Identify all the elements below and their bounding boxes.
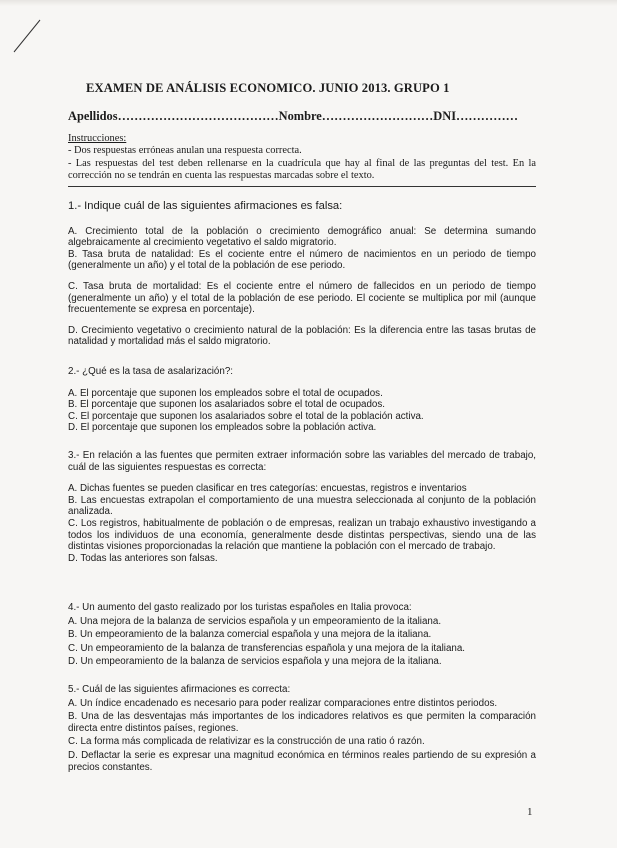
answer-option-c: C. Un empeoramiento de la balanza de transferencias española y una mejora de la italiana.	[68, 642, 466, 654]
student-fields-line: Apellidos…………………………………Nombre………………………DNI……………	[68, 109, 518, 123]
exam-sheet	[68, 0, 536, 848]
question-text: 5.- Cuál de las siguientes afirmaciones es correcta:	[68, 684, 291, 695]
answer-option-b: B. Tasa bruta de natalidad: Es el cociente entre el número de nacimientos en un periodo de tiempo (generalmente un año) y el total de la población de ese periodo.	[68, 248, 536, 272]
question-text: 1.- Indique cuál de las siguientes afirmaciones es falsa:	[68, 200, 343, 212]
answer-option-d: D. Deflactar la serie es expresar una magnitud económica en términos reales partiendo de su expresión a precios constantes.	[68, 749, 536, 773]
question-4	[68, 602, 536, 668]
answer-option-d: D. El porcentaje que suponen los empleados sobre la población activa.	[68, 422, 377, 434]
exam-title: EXAMEN DE ANÁLISIS ECONOMICO. JUNIO 2013. GRUPO 1	[86, 81, 450, 95]
question-1	[68, 201, 536, 348]
answer-option-b: B. Una de las desventajas más importantes de los indicadores relativos es que permiten la comparación directa entre distintos países, regiones.	[68, 711, 536, 734]
pen-stroke-mark	[10, 16, 44, 56]
answer-option-d: D. Crecimiento vegetativo o crecimiento natural de la población: Es la diferencia entre las tasas brutas de natalidad y mortalidad más el saldo migratorio.	[68, 324, 536, 348]
question-5	[68, 684, 536, 773]
answer-option-b: B. Las encuestas extrapolan el comportamiento de una muestra seleccionada al conjunto de la población analizada.	[68, 494, 536, 518]
answer-option-b: B. Un empeoramiento de la balanza comercial española y una mejora de la italiana.	[68, 629, 432, 641]
answer-option-a: A. El porcentaje que suponen los empleados sobre el total de ocupados.	[68, 387, 383, 399]
answer-option-a: A. Crecimiento total de la población o crecimiento demográfico anual: Se determina sumando algebraicamente al crecimiento vegetativo el saldo migratorio.	[68, 225, 536, 249]
question-text: 2.- ¿Qué es la tasa de asalarización?:	[68, 366, 234, 377]
question-3	[68, 450, 536, 564]
answer-option-b: B. El porcentaje que suponen los asalariados sobre el total de ocupados.	[68, 399, 385, 411]
instructions-heading: Instrucciones:	[68, 133, 127, 144]
instruction-line: - Dos respuestas erróneas anulan una respuesta correcta.	[68, 145, 302, 157]
answer-option-d: D. Un empeoramiento de la balanza de servicios española y una mejora de la italiana.	[68, 656, 442, 668]
instructions-block	[68, 133, 536, 183]
answer-option-c: C. Tasa bruta de mortalidad: Es el cociente entre el número de fallecidos en un periodo de tiempo (generalmente un año) y el total de la población de ese periodo. El cociente se multiplica por mil (aunque frecuentemente se expresa en porcentaje).	[68, 280, 536, 316]
question-text: 4.- Un aumento del gasto realizado por los turistas españoles en Italia provoca:	[68, 602, 412, 613]
instructions-divider	[68, 186, 536, 187]
answer-option-a: A. Dichas fuentes se pueden clasificar en tres categorías: encuestas, registros e inventarios	[68, 483, 467, 495]
page-number: 1	[527, 806, 533, 818]
answer-option-c: C. Los registros, habitualmente de población o de empresas, realizan un trabajo exhaustivo investigando a todos los individuos de una economía, generalmente desde distintas perspectivas, siendo una de las distintas visiones proporcionadas la relación que mantiene la población con el mercado de trabajo.	[68, 517, 536, 553]
answer-option-d: D. Todas las anteriores son falsas.	[68, 552, 218, 564]
answer-option-a: A. Una mejora de la balanza de servicios española y un empeoramiento de la italiana.	[68, 615, 442, 627]
answer-option-a: A. Un índice encadenado es necesario para poder realizar comparaciones entre distintos periodos.	[68, 697, 498, 709]
answer-option-c: C. El porcentaje que suponen los asalariados sobre el total de la población activa.	[68, 410, 424, 422]
question-2	[68, 366, 536, 434]
question-text: 3.- En relación a las fuentes que permiten extraer información sobre las variables del mercado de trabajo, cuál de las siguientes respuestas es correcta:	[68, 450, 536, 473]
answer-option-c: C. La forma más complicada de relativizar es la construcción de una ratio ó razón.	[68, 736, 425, 748]
instruction-line: - Las respuestas del test deben rellenarse en la cuadrícula que hay al final de las preguntas del test. En la corrección no se tendrán en cuenta las respuestas marcadas sobre el texto.	[68, 157, 536, 182]
